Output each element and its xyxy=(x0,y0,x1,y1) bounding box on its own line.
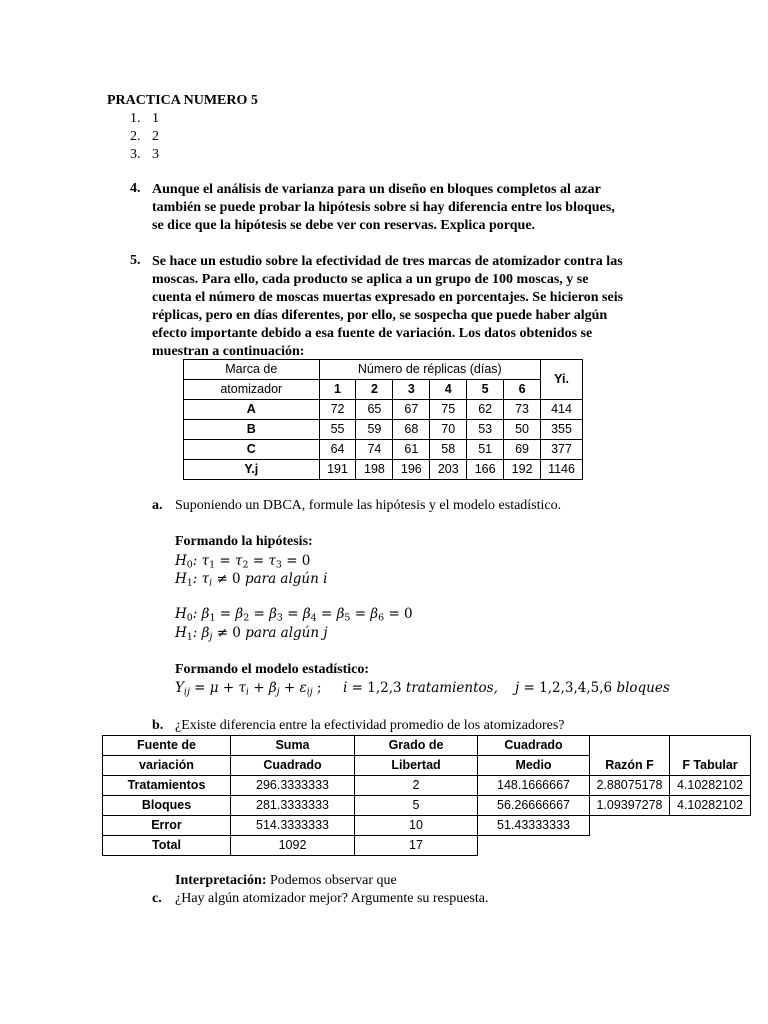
part-c-text: ¿Hay algún atomizador mejor? Argumente su respuesta. xyxy=(175,891,489,906)
table-row: Error 514.3333333 10 51.43333333 xyxy=(103,816,751,836)
header-replica-col: 5 xyxy=(467,380,504,400)
header-cuadrado: Cuadrado xyxy=(478,736,590,756)
part-a-letter: a. xyxy=(152,498,163,513)
header-replicas: Número de réplicas (días) xyxy=(319,360,540,380)
part-b-letter: b. xyxy=(152,718,164,733)
question-4-text: Aunque el análisis de varianza para un diseño en bloques completos al azar también se puede probar la hipótesis sobre si hay diferencia entre los bloques, se dice que la hipótesis se debe ver con reservas. Explica porque. xyxy=(152,182,615,233)
page-title: PRACTICA NUMERO 5 xyxy=(107,93,258,108)
header-replica-col: 3 xyxy=(393,380,430,400)
model-heading: Formando el modelo estadístico: xyxy=(175,662,370,677)
hypothesis-heading: Formando la hipótesis: xyxy=(175,534,313,549)
anova-table xyxy=(102,735,751,856)
interpretation: Interpretación: Podemos observar que xyxy=(175,873,397,888)
list-item: 1. 1 xyxy=(130,111,159,126)
table-row: Y.j 191 198 196 203 166 192 1146 xyxy=(184,460,583,480)
h1-treatments: $H_1$: $\tau_i \ne 0$ para algún i xyxy=(175,571,328,589)
table-row: A 72 65 67 75 62 73 414 xyxy=(184,400,583,420)
question-4-number: 4. xyxy=(130,181,141,196)
replicas-table xyxy=(183,359,583,480)
header-fuente: Fuente de xyxy=(103,736,231,756)
header-libertad: Libertad xyxy=(355,756,478,776)
header-suma: Suma xyxy=(231,736,355,756)
header-medio: Medio xyxy=(478,756,590,776)
question-5-text: Se hace un estudio sobre la efectividad de tres marcas de atomizador contra las moscas. Para ello, cada producto se aplica a un grupo de 100 moscas, y se cuenta el número de moscas muertas expresado en porcentajes. Se hicieron seis réplicas, pero en días diferentes, por ello, se sospecha que puede haber algún efecto importante debido a esa fuente de variación. Los datos obtenidos se muestran a continuación: xyxy=(152,254,624,359)
table-row: Bloques 281.3333333 5 56.26666667 1.09397278 4.10282102 xyxy=(103,796,751,816)
list-item: 2. 2 xyxy=(130,129,159,144)
header-replica-col: 6 xyxy=(504,380,541,400)
part-a-text: Suponiendo un DBCA, formule las hipótesis y el modelo estadístico. xyxy=(175,498,562,513)
header-cuadrado-suma: Cuadrado xyxy=(231,756,355,776)
numbered-list xyxy=(130,110,159,164)
part-c-letter: c. xyxy=(152,891,162,906)
header-f-tabular: F Tabular xyxy=(670,736,751,776)
part-b-text: ¿Existe diferencia entre la efectividad promedio de los atomizadores? xyxy=(175,718,565,733)
header-razon-f: Razón F xyxy=(590,736,670,776)
question-5-number: 5. xyxy=(130,253,141,268)
table-row: Tratamientos 296.3333333 2 148.1666667 2.88075178 4.10282102 xyxy=(103,776,751,796)
table-row: C 64 74 61 58 51 69 377 xyxy=(184,440,583,460)
header-variacion: variación xyxy=(103,756,231,776)
header-grado: Grado de xyxy=(355,736,478,756)
header-replica-col: 1 xyxy=(319,380,356,400)
header-replica-col: 4 xyxy=(430,380,467,400)
h1-blocks: $H_1$: $\beta_j \ne 0$ para algún j xyxy=(175,625,328,643)
h0-blocks: $H_0$: $\beta_1 = \beta_2 = \beta_3 = \beta_4 = \beta_5 = \beta_6 = 0$ xyxy=(175,606,413,624)
header-atomizador: atomizador xyxy=(184,380,320,400)
list-item: 3. 3 xyxy=(130,147,159,162)
header-marca: Marca de xyxy=(184,360,320,380)
table-row: B 55 59 68 70 53 50 355 xyxy=(184,420,583,440)
h0-treatments: $H_0$: $\tau_1 = \tau_2 = \tau_3 = 0$ xyxy=(175,553,311,571)
header-yi: Yi. xyxy=(541,360,583,400)
table-row: Total 1092 17 xyxy=(103,836,751,856)
statistical-model: $Y_{ij} = \mu + \tau_i + \beta_j + \varepsilon_{ij}$ ; i = 1,2,3 tratamientos, j = 1,2,3,4,5,6 bloques xyxy=(175,680,670,698)
header-replica-col: 2 xyxy=(356,380,393,400)
